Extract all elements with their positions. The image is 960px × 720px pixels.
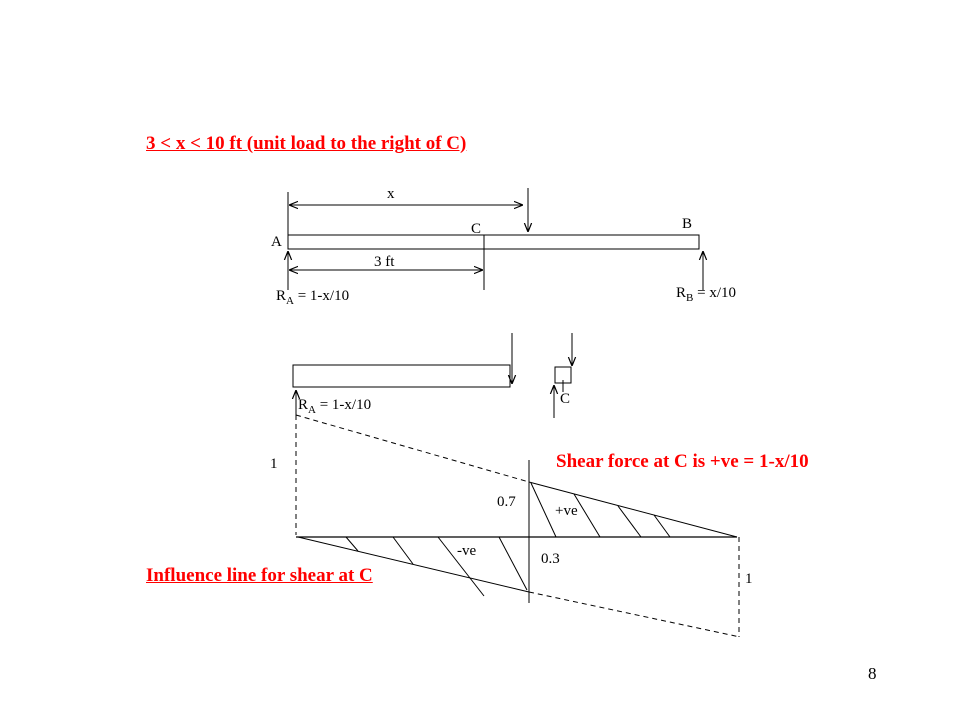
influence-line-diagram — [296, 415, 740, 637]
negative-hatching — [346, 537, 527, 596]
il-negative-dashed — [529, 592, 740, 637]
il-neg-value: 0.3 — [541, 551, 560, 567]
fb-reaction-a-label: $R_A = 1-x/10$ — [298, 397, 372, 416]
il-left-value: 1 — [270, 456, 278, 472]
point-b-label: B — [682, 216, 693, 232]
beam — [288, 235, 699, 249]
page-number: 8 — [868, 664, 877, 683]
il-pos-value: 0.7 — [497, 494, 516, 510]
reaction-b-label: $R_B = x/10$ — [676, 285, 736, 304]
x-label: x — [387, 186, 395, 202]
cut-c-label: C — [560, 391, 571, 407]
il-positive-dashed — [296, 415, 529, 482]
point-a-label: A — [271, 234, 282, 250]
positive-hatching — [531, 483, 670, 537]
dim-3ft-label: 3 ft — [374, 254, 395, 270]
il-right-value: 1 — [745, 571, 753, 587]
il-neg-sign: -ve — [457, 543, 477, 559]
il-pos-sign: +ve — [555, 503, 578, 519]
beam-diagram — [288, 188, 703, 290]
left-segment — [293, 365, 510, 387]
case-heading: 3 < x < 10 ft (unit load to the right of C) — [146, 133, 467, 154]
point-c-label: C — [471, 221, 482, 237]
reaction-a-label: $R_A = 1-x/10$ — [276, 288, 350, 307]
influence-title: Influence line for shear at C — [146, 565, 373, 586]
shear-note: Shear force at C is +ve = 1-x/10 — [556, 451, 809, 472]
